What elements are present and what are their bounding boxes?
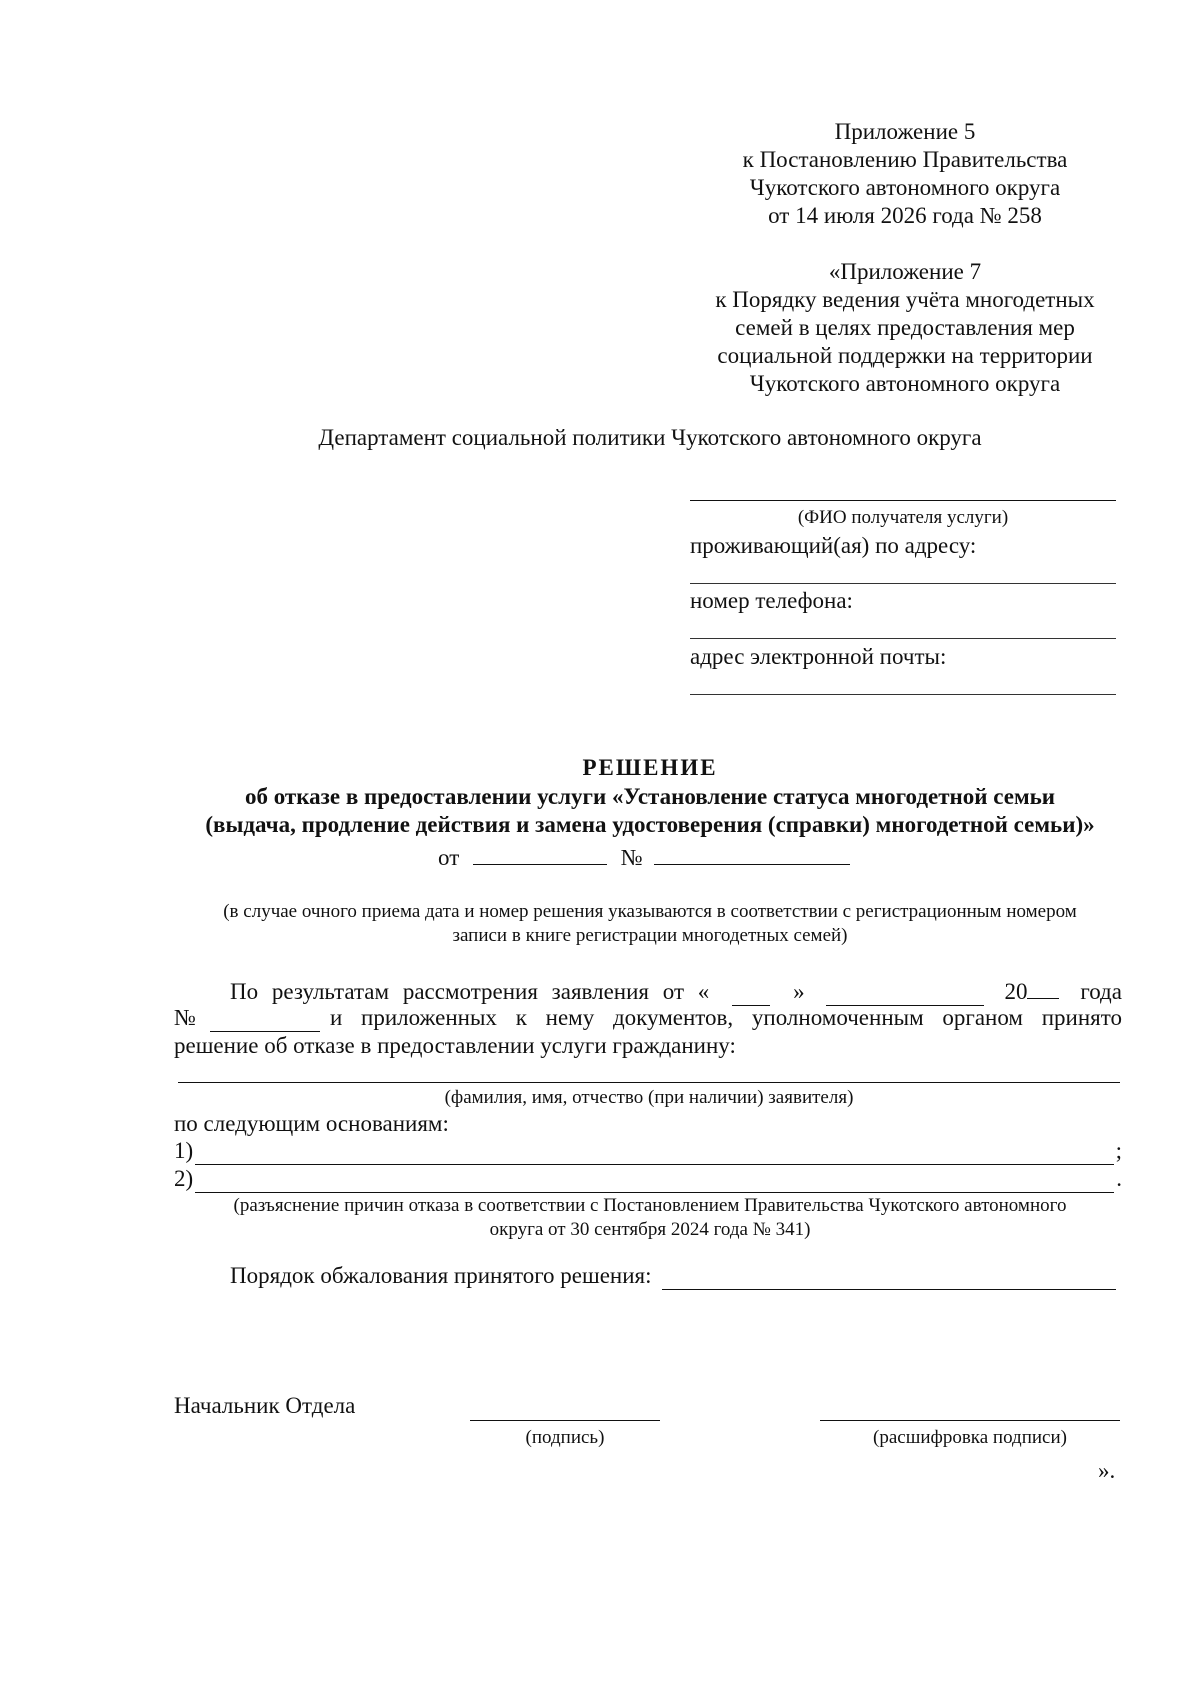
ground-item-1 [174,1137,1122,1165]
ground-item-2-blank [195,1170,1114,1193]
decision-note-2: записи в книге регистрации многодетных семей) [452,925,848,946]
explanation-note-2: округа от 30 сентября 2024 года № 341) [489,1219,811,1240]
body-line-1 [230,976,1122,1006]
body-p2-number: № [174,1005,196,1030]
body-p2-text: и приложенных к нему документов, уполномоченным органом принято [329,1005,1122,1030]
body-p1-mid: » [793,979,805,1004]
annex5-line3: Чукотского автономного округа [749,175,1061,200]
ground-item-2 [174,1165,1122,1193]
application-day-blank [732,983,770,1006]
application-month-blank [826,983,984,1006]
address-line [690,583,1116,584]
annex7-line3: семей в целях предоставления мер [735,315,1075,340]
applicant-line [178,1082,1120,1083]
fio-line [690,500,1116,501]
decision-heading: РЕШЕНИЕ [582,755,718,780]
decision-subtitle-2: (выдача, продление действия и замена удостоверения (справки) многодетной семьи)» [205,812,1095,837]
decision-number-blank [654,842,850,865]
annex7-line4: социальной поддержки на территории [717,343,1093,368]
annex7-line1: «Приложение 7 [828,259,982,284]
annex7-line5: Чукотского автономного округа [749,371,1061,396]
annex7-line2: к Порядку ведения учёта многодетных [715,287,1095,312]
email-label: адрес электронной почты: [690,644,947,669]
annex5-line4: от 14 июля 2026 года № 258 [768,203,1042,228]
signatory-position: Начальник Отдела [174,1393,356,1418]
explanation-note-1: (разъяснение причин отказа в соответствии с Постановлением Правительства Чукотского автономного [233,1195,1067,1216]
annex5-line1: Приложение 5 [834,119,976,144]
number-sign: № [620,845,643,870]
ground-item-1-blank [195,1142,1113,1165]
fio-caption: (ФИО получателя услуги) [797,507,1009,528]
department-name: Департамент социальной политики Чукотского автономного округа [318,425,982,450]
address-label: проживающий(ая) по адресу: [690,533,977,558]
ground-item-1-number: 1) [174,1138,194,1163]
annex5-line2: к Постановлению Правительства [742,147,1068,172]
decision-date-number [438,842,850,872]
body-p1-start: По результатам рассмотрения заявления от « [230,979,710,1004]
body-line-2 [174,1004,1122,1032]
application-year-blank [1027,976,1059,999]
body-p3: решение об отказе в предоставлении услуги гражданину: [174,1033,736,1058]
decision-subtitle-1: об отказе в предоставлении услуги «Установление статуса многодетной семьи [244,784,1056,809]
email-line [690,694,1116,695]
body-p1-end: года [1080,979,1122,1004]
applicant-caption: (фамилия, имя, отчество (при наличии) заявителя) [444,1087,854,1108]
phone-label: номер телефона: [690,588,853,613]
grounds-label: по следующим основаниям: [174,1111,449,1136]
appeal-procedure [230,1262,1118,1290]
signature-decode-line [820,1420,1120,1421]
appeal-blank [662,1267,1116,1290]
appeal-label: Порядок обжалования принятого решения: [230,1263,652,1288]
ground-item-1-end: ; [1115,1138,1122,1163]
ground-item-2-number: 2) [174,1166,194,1191]
annex7-block [690,258,1120,398]
signature-line [470,1420,660,1421]
annex5-block [690,118,1120,230]
application-number-blank [210,1009,320,1032]
decision-date-blank [473,842,607,865]
signature-caption: (подпись) [525,1427,605,1448]
body-p1-year: 20 [1004,979,1028,1004]
decision-note-1: (в случае очного приема дата и номер решения указываются в соответствии с регистрационным номером [223,901,1077,922]
ground-item-2-end: . [1116,1166,1122,1191]
closing-quote: ». [1098,1458,1116,1483]
signature-decode-caption: (расшифровка подписи) [873,1427,1067,1448]
from-label: от [438,845,460,870]
phone-line [690,638,1116,639]
